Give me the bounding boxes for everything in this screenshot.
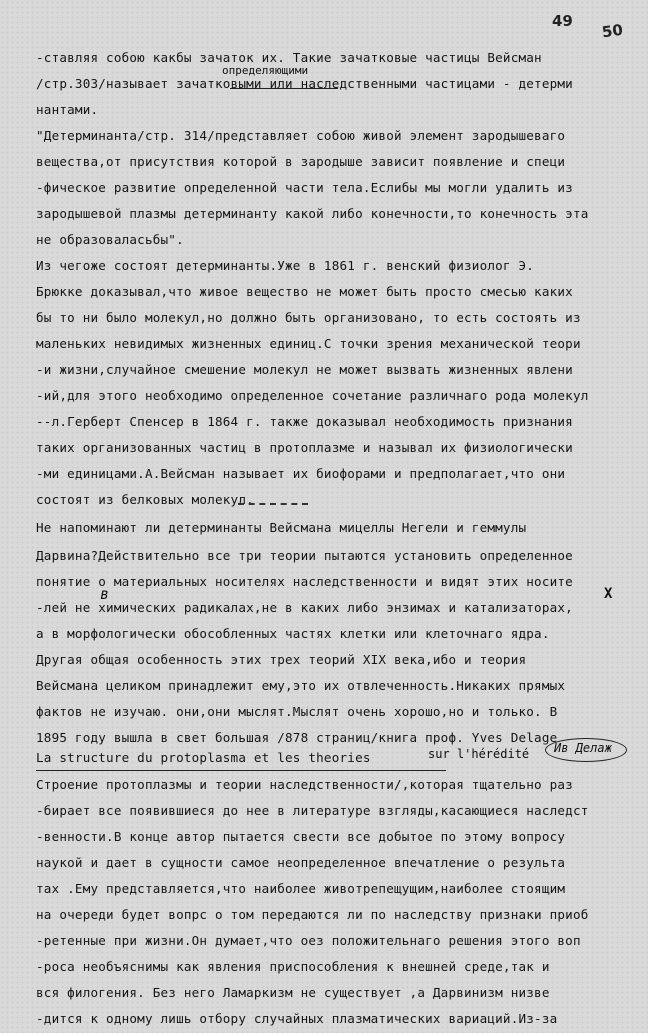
text-line: вся филогения. Без него Ламаркизм не существует ,а Дарвинизм низве bbox=[36, 985, 550, 1000]
page-number-new: 50 bbox=[600, 20, 625, 42]
page-number-old: 49 bbox=[552, 12, 573, 30]
annotation-sur-heredite: sur l'hérédité bbox=[428, 747, 530, 761]
text-line: Дарвина?Действительно все три теории пытаются установить определенное bbox=[36, 548, 573, 563]
text-line: бы то ни было молекул,но должно быть организовано, то есть состоять из bbox=[36, 310, 581, 325]
text-line: -фическое развитие определенной части тела.Еслибы мы могли удалить из bbox=[36, 180, 573, 195]
text-line: на очереди будет вопрс о том передаются ли по наследству признаки приоб bbox=[36, 907, 589, 922]
handwritten-name-delage: Ив Делаж bbox=[554, 741, 612, 755]
text-line: нантами. bbox=[36, 102, 99, 117]
text-line: -лей не химических радикалах,не в каких либо энзимах и катализаторах, bbox=[36, 600, 573, 615]
text-line: фактов не изучаю. они,они мыслят.Мыслят очень хорошо,но и только. В bbox=[36, 704, 558, 719]
text-line: 1895 году вышла в свет большая /878 страниц/книга проф. Yves Delage bbox=[36, 730, 558, 745]
text-line: -венности.В конце автор пытается свести все добытое по этому вопросу bbox=[36, 829, 566, 844]
text-line: -дится к одному лишь отбору случайных плазматических вариаций.Из-за bbox=[36, 1011, 558, 1026]
handwritten-insert-x: X bbox=[604, 586, 613, 602]
text-line: состоят из белковых молекул. bbox=[36, 492, 254, 507]
text-line: понятие о материальных носителях наследственности и видят этих носите bbox=[36, 574, 573, 589]
text-line: -ставляя собою какбы зачаток их. Такие зачатковые частицы Вейсман bbox=[36, 50, 542, 65]
text-line: наукой и дает в сущности самое неопределенное впечатление о результа bbox=[36, 855, 566, 870]
text-line: Брюкке доказывал,что живое вещество не может быть просто смесью каких bbox=[36, 284, 573, 299]
text-line: -и жизни,случайное смешение молекул не может вызвать жизненных явлени bbox=[36, 362, 573, 377]
text-line: "Детерминанта/стр. 314/представляет собою живой элемент зародышеваго bbox=[36, 128, 566, 143]
text-line: Строение протоплазмы и теории наследственности/,которая тщательно раз bbox=[36, 777, 573, 792]
text-line: -ий,для этого необходимо определенное сочетание различнаго рода молекул bbox=[36, 388, 589, 403]
text-line: Другая общая особенность этих трех теорий XIX века,ибо и теория bbox=[36, 652, 527, 667]
text-line: таких организованных частиц в протоплазме и называл их физиологически bbox=[36, 440, 573, 455]
text-line: -роса необъяснимы как явления приспособления к внешней среде,так и bbox=[36, 959, 550, 974]
text-line: маленьких невидимых жизненных единиц.С точки зрения механической теори bbox=[36, 336, 581, 351]
text-line: -бирает все появившиеся до нее в литературе взгляды,касающиеся наследст bbox=[36, 803, 589, 818]
text-line: не образоваласьбы". bbox=[36, 232, 184, 247]
text-line: La structure du protoplasma et les theories bbox=[36, 750, 371, 765]
text-line: Не напоминают ли детерминанты Вейсмана мицеллы Негели и геммулы bbox=[36, 520, 527, 535]
handwritten-insert-v: в bbox=[100, 585, 110, 603]
text-line: Вейсмана целиком принадлежит ему,это их отвлеченность.Никаких прямых bbox=[36, 678, 566, 693]
text-line: -ми единицами.А.Вейсман называет их биофорами и предполагает,что они bbox=[36, 466, 566, 481]
text-line: а в морфологически обособленных частях клетки или клеточнаго ядра. bbox=[36, 626, 550, 641]
text-line: зародышевой плазмы детерминанту какой либо конечности,то конечность эта bbox=[36, 206, 589, 221]
text-line: Из чегоже состоят детерминанты.Уже в 1861 г. венский физиолог Э. bbox=[36, 258, 535, 273]
text-line: тах .Ему представляется,что наиболее животрепещущим,наиболее стоящим bbox=[36, 881, 566, 896]
text-line: --л.Герберт Спенсер в 1864 г. также доказывал необходимость признания bbox=[36, 414, 573, 429]
underline-stroke bbox=[36, 770, 446, 771]
annotation-determining: определяющими bbox=[222, 64, 309, 77]
text-line: -ретенные при жизни.Он думает,что оез положительнаго решения этого воп bbox=[36, 933, 581, 948]
section-separator bbox=[238, 503, 308, 508]
text-line: /стр.303/называет зачатковыми или наследственными частицами - детерми bbox=[36, 76, 573, 91]
text-line: вещества,от присутствия которой в зародыше зависит появление и специ bbox=[36, 154, 566, 169]
